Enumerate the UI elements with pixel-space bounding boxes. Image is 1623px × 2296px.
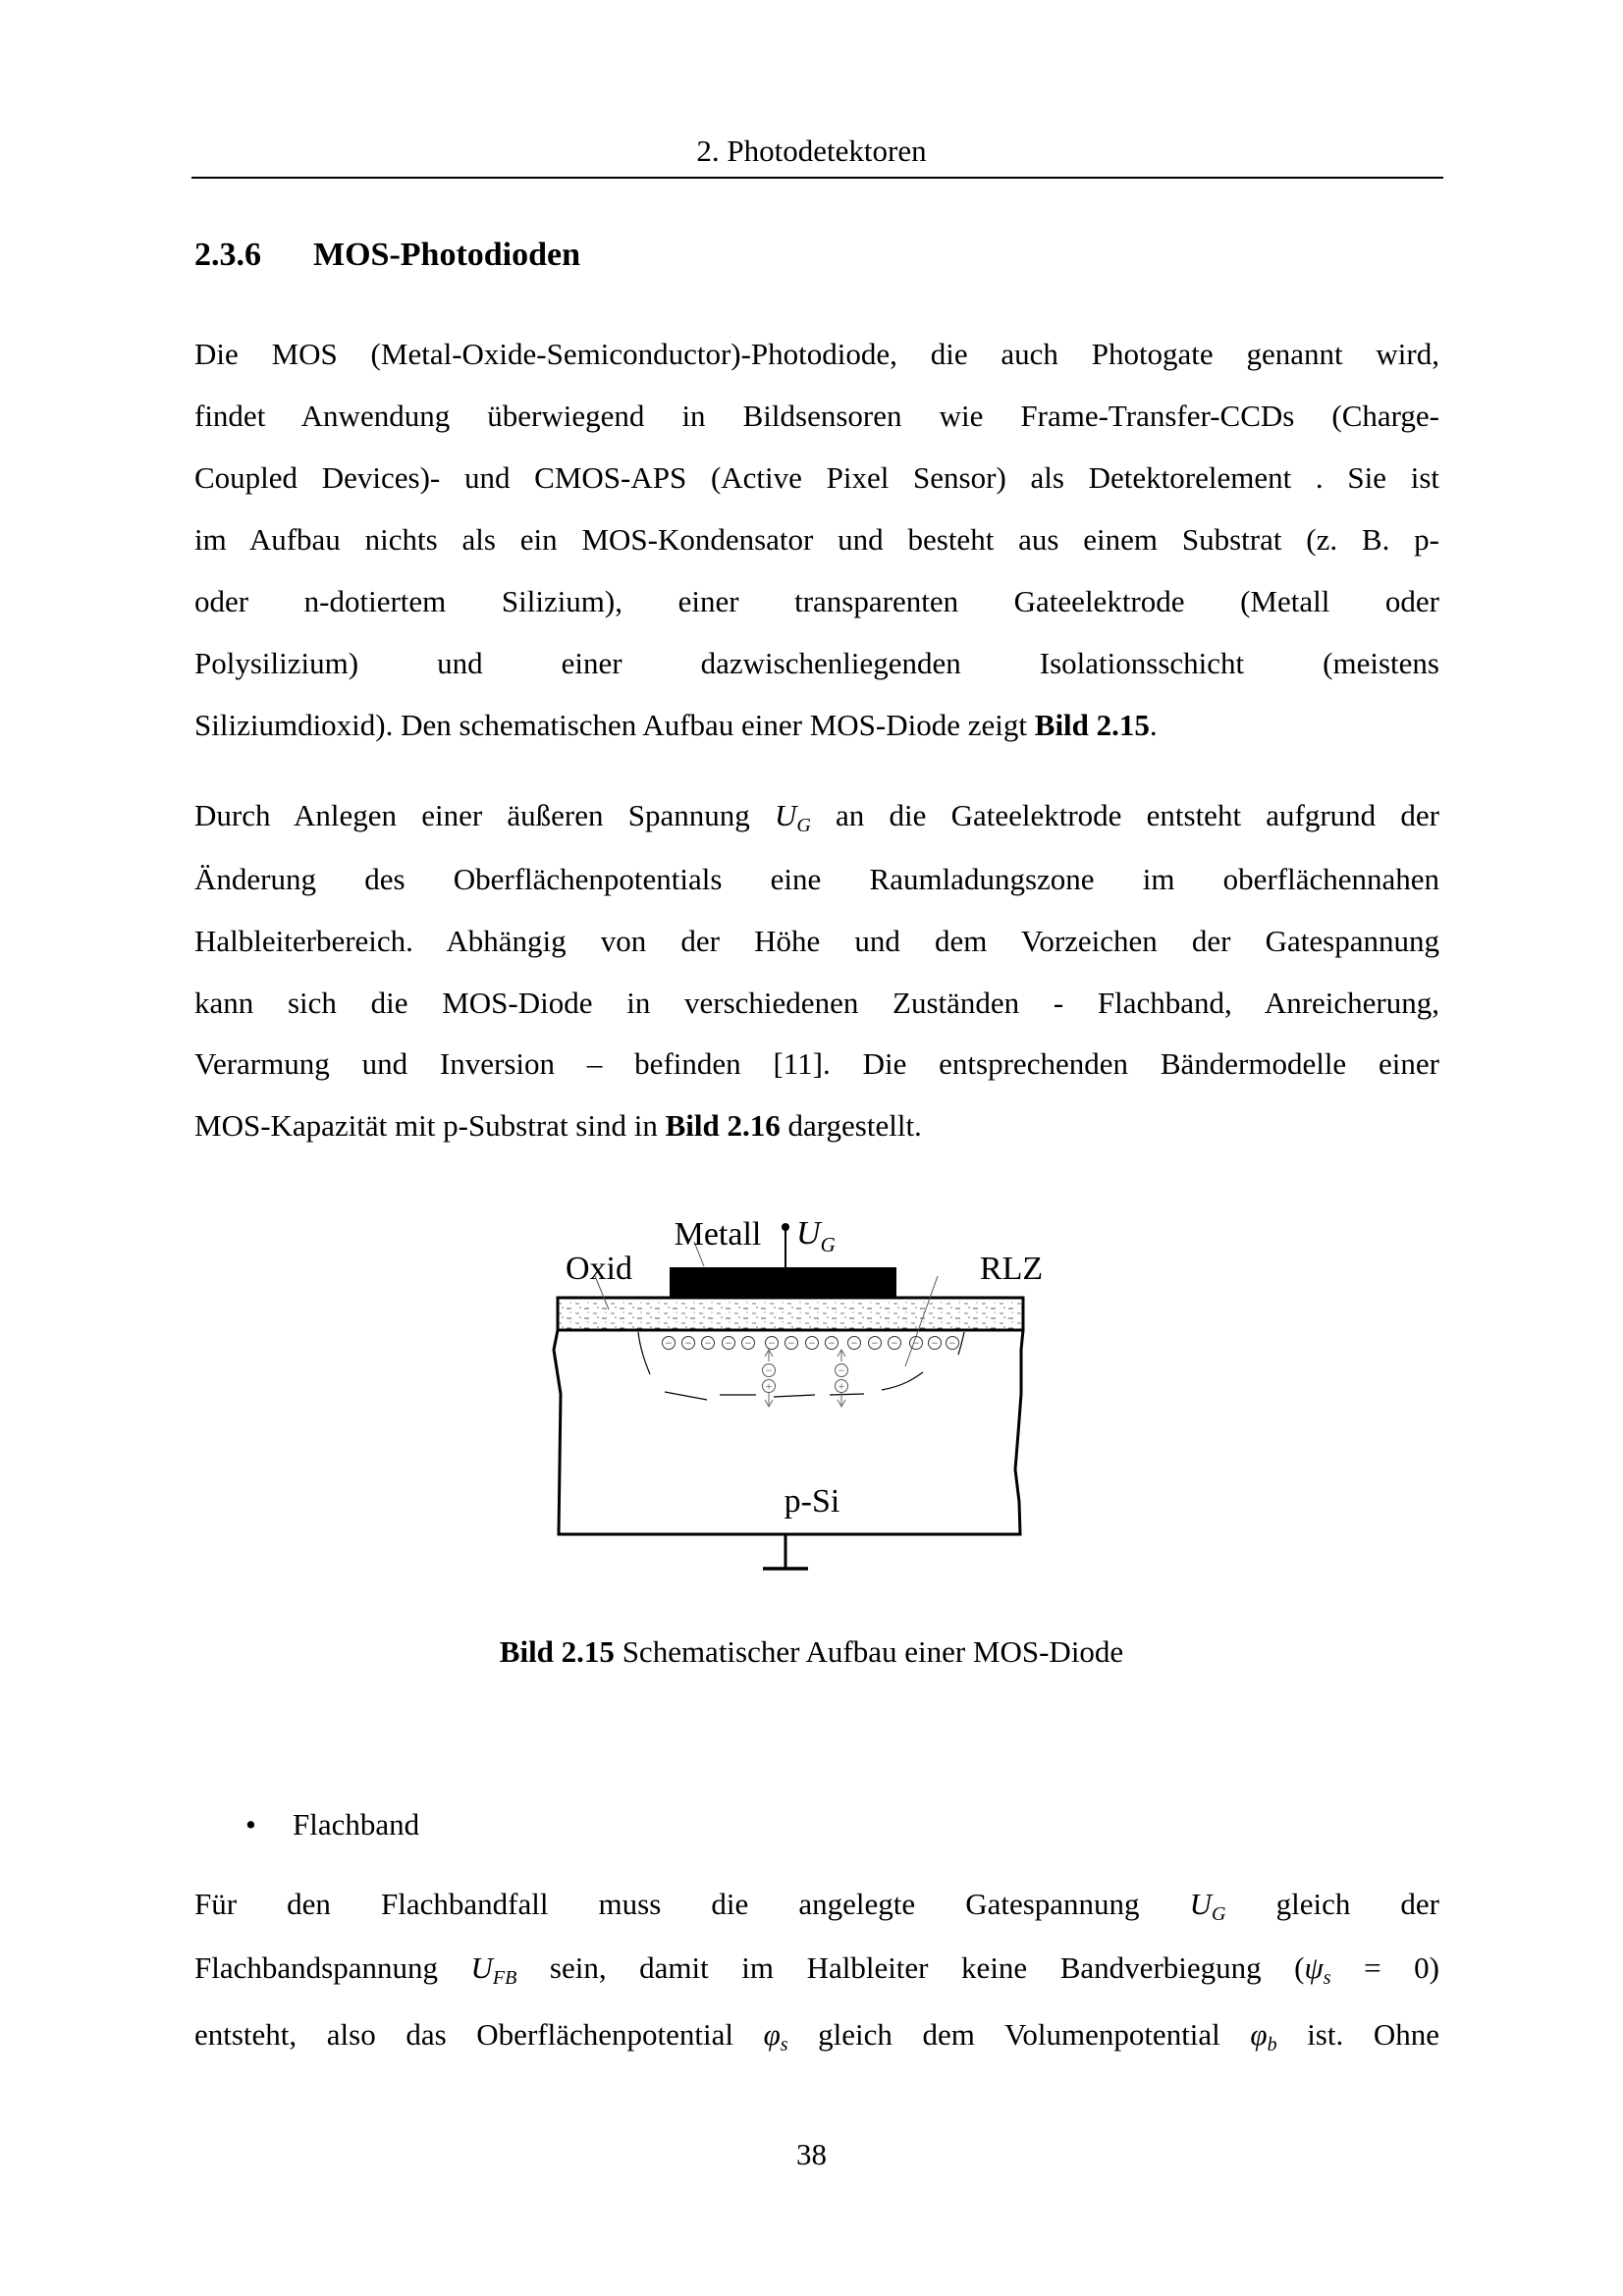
symbol: ψ: [1304, 1950, 1324, 1985]
caption-text: Schematischer Aufbau einer MOS-Diode: [614, 1634, 1124, 1669]
negative-charge-icon: [785, 1336, 798, 1350]
electron-icon: [763, 1363, 776, 1377]
svg-text:−: −: [808, 1336, 816, 1350]
svg-text:−: −: [838, 1363, 845, 1377]
svg-text:−: −: [871, 1336, 879, 1350]
svg-text:−: −: [912, 1336, 920, 1350]
svg-text:−: −: [744, 1336, 752, 1350]
text-span: ist. Ohne: [1276, 2017, 1440, 2052]
label-metal: Metall: [674, 1216, 762, 1253]
negative-charge-icon: [947, 1336, 959, 1350]
gate-terminal-icon: [782, 1223, 789, 1231]
electron-icon: [836, 1363, 848, 1377]
metal-gate: [670, 1267, 896, 1298]
negative-charge-icon: [766, 1336, 779, 1350]
symbol-subscript: G: [1212, 1903, 1226, 1925]
symbol: φ: [763, 2017, 781, 2052]
negative-charge-icon: [826, 1336, 839, 1350]
text-span: Siliziumdioxid). Den schematischen Aufbau einer MOS-Diode zeigt: [194, 708, 1035, 742]
symbol: U: [1189, 1887, 1213, 1921]
text-span: Für den Flachbandfall muss die angelegte Gatespannung: [194, 1887, 1190, 1921]
symbol-subscript: s: [1323, 1967, 1331, 1989]
negative-charge-icon: [889, 1336, 901, 1350]
bullet-label: Flachband: [293, 1807, 420, 1842]
depletion-boundary: [830, 1394, 864, 1395]
text-line: Halbleiterbereich. Abhängig von der Höhe und dem Vorzeichen der Gatespannung: [194, 924, 1439, 958]
electron-hole-pairs: [763, 1350, 848, 1407]
section-number: 2.3.6: [194, 237, 261, 273]
svg-text:−: −: [665, 1336, 673, 1350]
bullet-icon: •: [245, 1807, 256, 1842]
symbol-subscript: b: [1267, 2034, 1277, 2056]
depletion-boundary: [774, 1395, 815, 1397]
svg-text:−: −: [891, 1336, 898, 1350]
electron-arrow-icon: [765, 1350, 773, 1362]
depletion-boundary: [882, 1372, 923, 1390]
text-line: [194, 1949, 1439, 1988]
text-line: oder n-dotiertem Silizium), einer transparenten Gateelektrode (Metall oder: [194, 584, 1439, 618]
hole-icon: [763, 1379, 776, 1393]
figure-caption: [0, 1634, 1623, 1670]
text-span: entsteht, also das Oberflächenpotential: [194, 2017, 764, 2052]
label-rlz: RLZ: [979, 1251, 1044, 1287]
text-span: dargestellt.: [780, 1108, 922, 1143]
symbol-subscript: s: [780, 2034, 788, 2056]
oxide-layer: [558, 1298, 1023, 1330]
text-span: MOS-Kapazität mit p-Substrat sind in: [194, 1108, 666, 1143]
svg-text:−: −: [850, 1336, 858, 1350]
text-line: kann sich die MOS-Diode in verschiedenen Zuständen - Flachband, Anreicherung,: [194, 986, 1439, 1020]
negative-charge-icon: [742, 1336, 755, 1350]
label-oxide: Oxid: [566, 1251, 632, 1287]
svg-text:−: −: [704, 1336, 712, 1350]
text-span: = 0): [1330, 1950, 1439, 1985]
running-header: 2. Photodetektoren: [696, 133, 927, 168]
text-line: im Aufbau nichts als ein MOS-Kondensator und besteht aus einem Substrat (z. B. p-: [194, 522, 1439, 557]
figure-reference: Bild 2.15: [1034, 708, 1150, 742]
negative-charges: [663, 1336, 959, 1350]
text-span: Durch Anlegen einer äußeren Spannung: [194, 798, 775, 832]
text-line: findet Anwendung überwiegend in Bildsensoren wie Frame-Transfer-CCDs (Charge-: [194, 399, 1439, 433]
svg-text:−: −: [787, 1336, 795, 1350]
svg-text:+: +: [765, 1379, 773, 1393]
negative-charge-icon: [848, 1336, 861, 1350]
hole-icon: [836, 1379, 848, 1393]
text-span: gleich dem Volumenpotential: [787, 2017, 1251, 2052]
svg-text:−: −: [725, 1336, 732, 1350]
svg-text:−: −: [684, 1336, 692, 1350]
svg-text:−: −: [765, 1363, 773, 1377]
text-line: [194, 2015, 1439, 2055]
negative-charge-icon: [869, 1336, 882, 1350]
svg-text:−: −: [948, 1336, 956, 1350]
text-line: Polysilizium) und einer dazwischenliegenden Isolationsschicht (meistens: [194, 646, 1439, 680]
symbol: φ: [1250, 2017, 1268, 2052]
text-span: gleich der: [1225, 1887, 1439, 1921]
negative-charge-icon: [806, 1336, 819, 1350]
hole-arrow-icon: [765, 1393, 773, 1407]
text-span: .: [1149, 708, 1158, 742]
bullet-item: [245, 1807, 419, 1842]
text-line: Änderung des Oberflächenpotentials eine Raumladungszone im oberflächennahen: [194, 862, 1439, 896]
text-span: an die Gateelektrode entsteht aufgrund der: [810, 798, 1439, 832]
label-gate-voltage: $U_G$: [796, 1215, 836, 1256]
text-span: sein, damit im Halbleiter keine Bandverbiegung (: [516, 1950, 1305, 1985]
text-span: Flachbandspannung: [194, 1950, 471, 1985]
svg-text:−: −: [931, 1336, 939, 1350]
text-line: Verarmung und Inversion – befinden [11]. Die entsprechenden Bändermodelle einer: [194, 1046, 1439, 1081]
page-number: 38: [796, 2137, 827, 2171]
caption-ref: Bild 2.15: [499, 1634, 615, 1669]
electron-arrow-icon: [838, 1350, 845, 1362]
negative-charge-icon: [910, 1336, 923, 1350]
symbol: U: [774, 798, 797, 832]
depletion-boundary: [638, 1332, 650, 1374]
depletion-boundary: [665, 1392, 707, 1400]
svg-text:−: −: [828, 1336, 836, 1350]
negative-charge-icon: [682, 1336, 695, 1350]
svg-text:+: +: [838, 1379, 845, 1393]
section-title: MOS-Photodioden: [313, 237, 581, 273]
symbol-subscript: FB: [492, 1967, 517, 1989]
figure-reference: Bild 2.16: [665, 1108, 781, 1143]
label-substrate: p-Si: [784, 1483, 840, 1520]
svg-text:−: −: [768, 1336, 776, 1350]
negative-charge-icon: [663, 1336, 676, 1350]
negative-charge-icon: [702, 1336, 715, 1350]
symbol-subscript: G: [796, 815, 811, 836]
negative-charge-icon: [723, 1336, 735, 1350]
text-line: Die MOS (Metal-Oxide-Semiconductor)-Photodiode, die auch Photogate genannt wird,: [194, 337, 1439, 371]
text-line: [194, 1885, 1439, 1924]
symbol: U: [470, 1950, 493, 1985]
negative-charge-icon: [929, 1336, 942, 1350]
text-line: Coupled Devices)- und CMOS-APS (Active Pixel Sensor) als Detektorelement . Sie ist: [194, 460, 1439, 495]
